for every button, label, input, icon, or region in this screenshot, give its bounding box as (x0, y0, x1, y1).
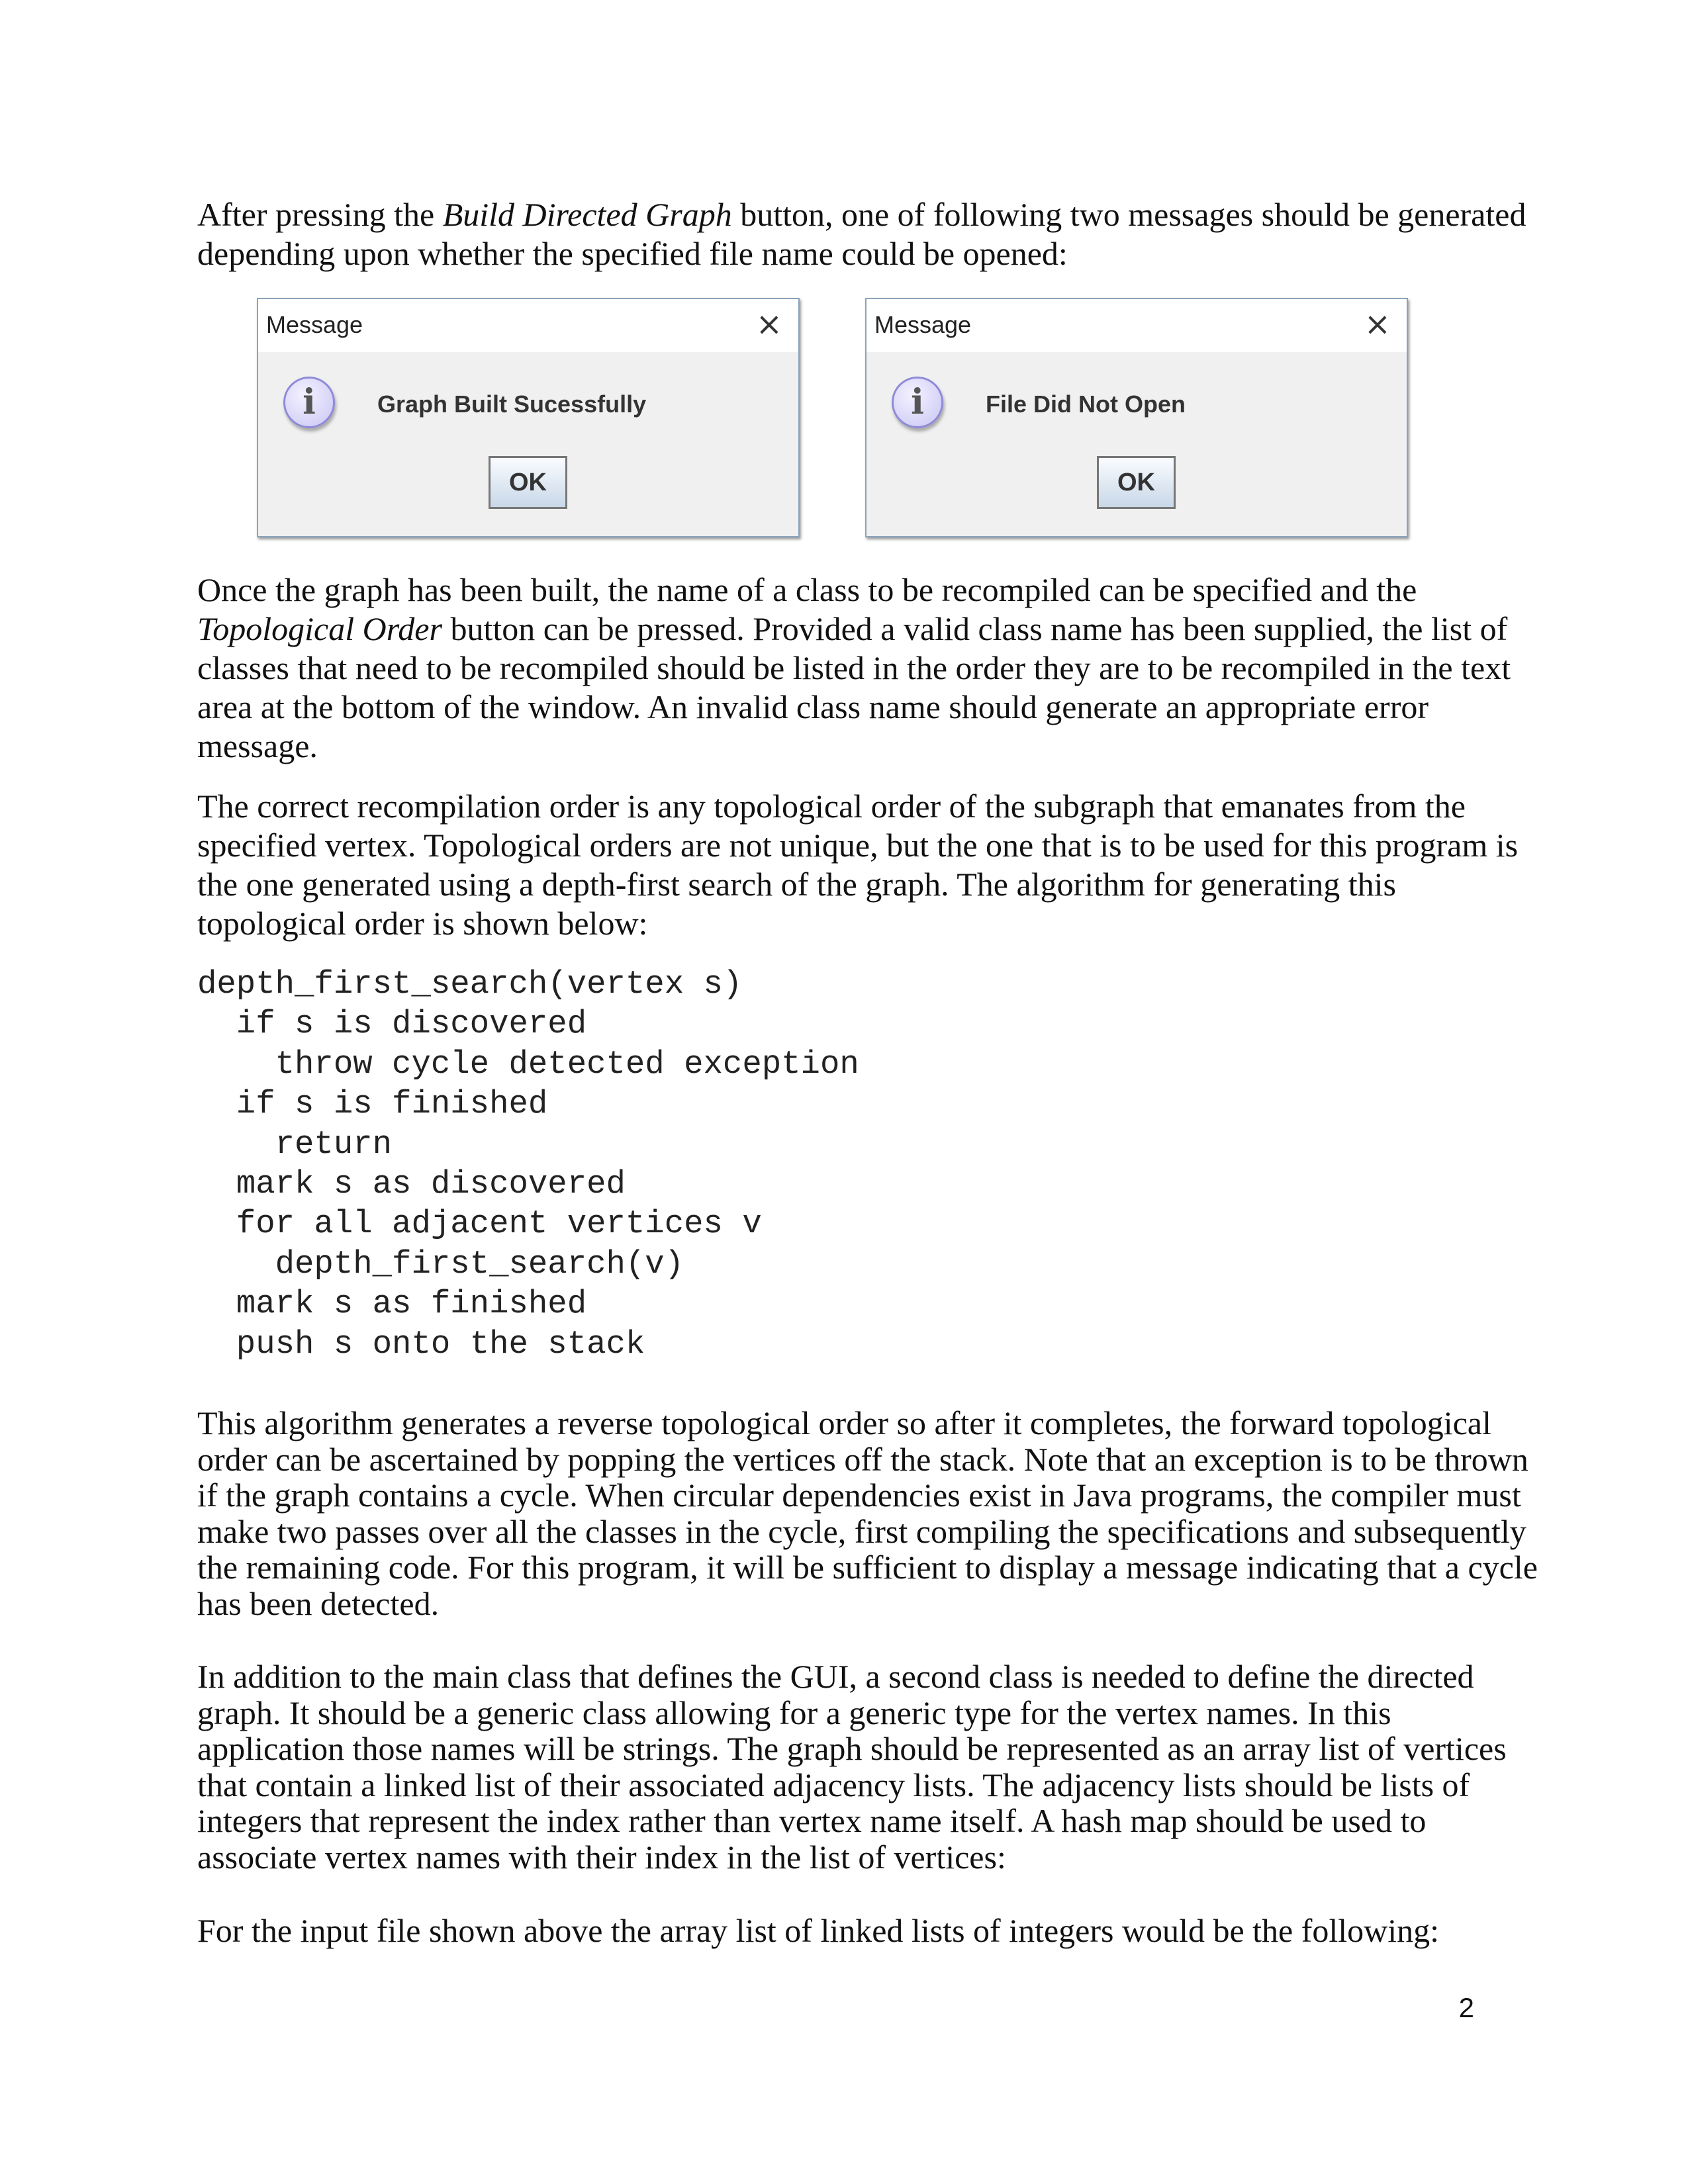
text-line (197, 1405, 1538, 1441)
text-segment: specified vertex. Topological orders are not unique, but the one that is to be used for this program is (197, 827, 1519, 864)
text-segment: the one generated using a depth-first search of the graph. The algorithm for generating this (197, 866, 1396, 903)
ok-button[interactable]: OK (1097, 456, 1176, 509)
paragraph-reverse-order (197, 1405, 1538, 1621)
text-line (197, 195, 1526, 234)
text-segment: The correct recompilation order is any topological order of the subgraph that emanates from the (197, 788, 1466, 825)
text-segment: After pressing the (197, 196, 443, 233)
algorithm-code-block: depth_first_search(vertex s) if s is discovered throw cycle detected exception if s is finished return mark s as discovered for all adjacent vertices v depth_first_search(v) mark s as finished push s onto the stack (197, 966, 859, 1363)
text-line (197, 865, 1518, 904)
text-segment: application those names will be strings. The graph should be represented as an array list of vertices (197, 1730, 1507, 1767)
text-segment: order can be ascertained by popping the vertices off the stack. Note that an exception is to be thrown (197, 1440, 1528, 1478)
ok-button[interactable]: OK (489, 456, 567, 509)
emphasized-text: Topological Order (197, 610, 442, 647)
text-segment: the remaining code. For this program, it will be sufficient to display a message indicating that a cycle (197, 1549, 1538, 1586)
dialog-title: Message (874, 311, 972, 338)
text-line (197, 1803, 1507, 1839)
dialog-titlebar (258, 299, 798, 352)
text-line (197, 1767, 1507, 1803)
paragraph-topological-order (197, 570, 1511, 766)
text-segment: area at the bottom of the window. An invalid class name should generate an appropriate error (197, 688, 1429, 725)
text-line (197, 570, 1511, 610)
text-line (197, 1695, 1507, 1731)
text-segment: if the graph contains a cycle. When circular dependencies exist in Java programs, the compiler must (197, 1477, 1521, 1514)
emphasized-text: Build Directed Graph (442, 196, 732, 233)
text-segment: topological order is shown below: (197, 905, 648, 942)
text-segment: Once the graph has been built, the name of a class to be recompiled can be specified and the (197, 571, 1417, 608)
text-line (197, 1441, 1538, 1478)
paragraph-intro (197, 195, 1526, 273)
text-line (197, 826, 1518, 865)
close-icon[interactable]: × (1364, 306, 1391, 343)
text-segment: make two passes over all the classes in the cycle, first compiling the specifications and subsequently (197, 1512, 1526, 1550)
text-segment: message. (197, 727, 318, 764)
text-segment: associate vertex names with their index in the list of vertices: (197, 1838, 1006, 1876)
text-line (197, 904, 1518, 943)
paragraph-input-file (197, 1913, 1439, 1949)
dialog-message: Graph Built Sucessfully (377, 390, 647, 418)
info-icon: i (283, 377, 335, 428)
paragraph-recompilation-order (197, 787, 1518, 943)
text-segment: button, one of following two messages should be generated (731, 196, 1526, 233)
text-line (197, 1839, 1507, 1876)
text-segment: This algorithm generates a reverse topological order so after it completes, the forward topological (197, 1404, 1491, 1441)
dialog-title: Message (266, 311, 363, 338)
text-segment: has been detected. (197, 1584, 440, 1622)
text-line (197, 1913, 1439, 1949)
info-icon: i (892, 377, 943, 428)
text-line (197, 649, 1511, 688)
text-segment: In addition to the main class that defines the GUI, a second class is needed to define the directed (197, 1658, 1474, 1695)
text-line (197, 1549, 1538, 1586)
text-line (197, 1586, 1538, 1622)
close-icon[interactable]: × (755, 306, 782, 343)
text-line (197, 1731, 1507, 1767)
text-line (197, 727, 1511, 766)
text-segment: depending upon whether the specified file name could be opened: (197, 235, 1068, 272)
text-segment: button can be pressed. Provided a valid class name has been supplied, the list of (442, 610, 1508, 647)
text-segment: classes that need to be recompiled should be listed in the order they are to be recompiled in the text (197, 649, 1511, 686)
text-segment: that contain a linked list of their associated adjacency lists. The adjacency lists should be lists of (197, 1766, 1470, 1803)
text-line (197, 234, 1526, 273)
text-segment: integers that represent the index rather than vertex name itself. A hash map should be used to (197, 1802, 1427, 1839)
text-line (197, 787, 1518, 826)
text-line (197, 1514, 1538, 1550)
paragraph-graph-class (197, 1659, 1507, 1875)
dialog-message: File Did Not Open (986, 390, 1186, 418)
dialog-titlebar (867, 299, 1407, 352)
message-dialog-success (257, 298, 800, 537)
text-line (197, 1659, 1507, 1695)
text-line (197, 1477, 1538, 1514)
page-number: 2 (1458, 1992, 1474, 2023)
text-segment: graph. It should be a generic class allowing for a generic type for the vertex names. In this (197, 1694, 1391, 1731)
text-segment: For the input file shown above the array list of linked lists of integers would be the following: (197, 1912, 1440, 1949)
text-line (197, 688, 1511, 727)
message-dialog-error (865, 298, 1408, 537)
text-line (197, 610, 1511, 649)
